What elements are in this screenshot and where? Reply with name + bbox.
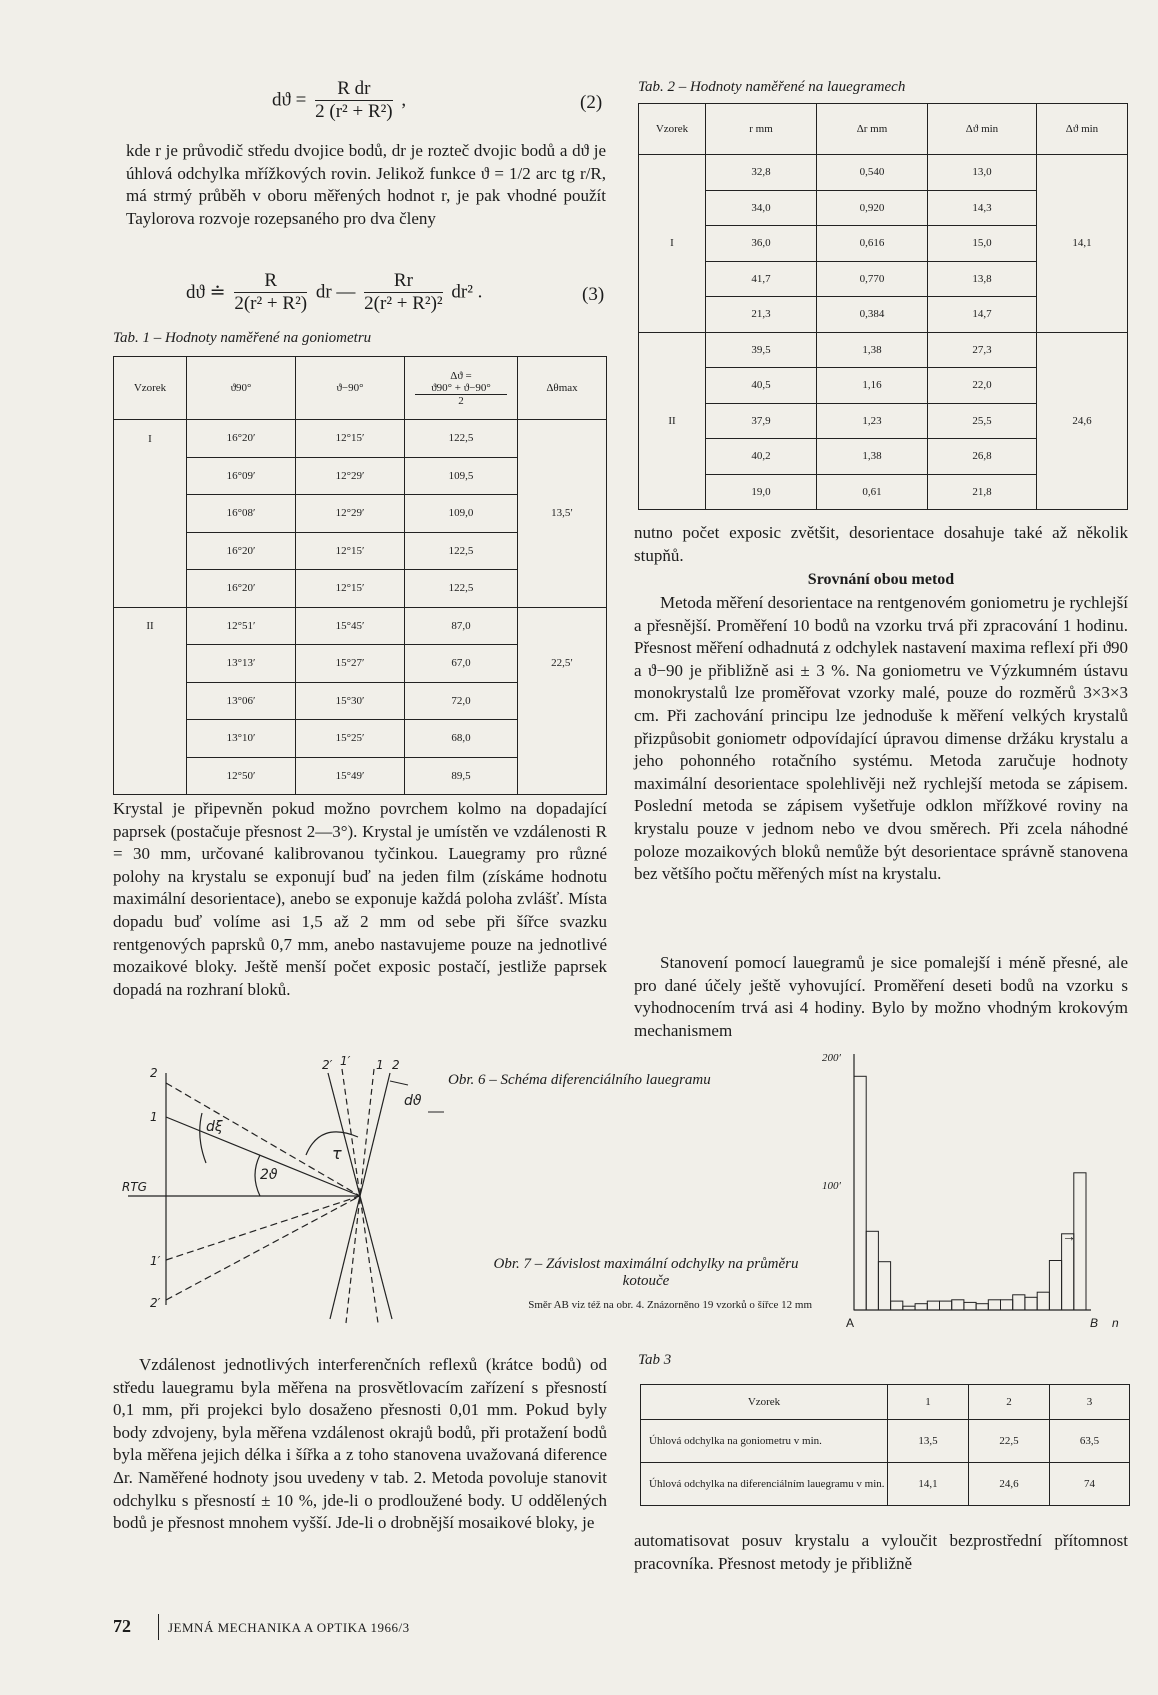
fig7-bar (1025, 1297, 1037, 1310)
table-row (114, 720, 607, 758)
tab2-group-cell (639, 190, 706, 226)
tab2-cell: 1,16 (817, 368, 928, 404)
tab2-caption: Tab. 2 – Hodnoty naměřené na lauegramech (638, 79, 906, 95)
tab1-max-cell (518, 457, 607, 495)
tab3-caption: Tab 3 (638, 1352, 672, 1368)
tab1-group-cell (114, 495, 187, 533)
fig7-y-tick-100: 100′ (822, 1180, 841, 1192)
fig7-bar (1049, 1261, 1061, 1311)
table-row (114, 757, 607, 795)
table-row (639, 403, 1128, 439)
tab3-row-label: Úhlová odchylka na diferenciálním lauegramu v min. (641, 1463, 888, 1506)
page-number: 72 (113, 1616, 131, 1636)
tab2-cell: 27,3 (928, 332, 1037, 368)
fig6-caption: Obr. 6 – Schéma diferenciálního lauegramu (448, 1072, 711, 1088)
eq3-den1: 2(r² + R²) (234, 293, 308, 314)
fig7-bar (1013, 1295, 1025, 1310)
tab1-cell: 89,5 (405, 757, 518, 795)
tab2-cell: 40,5 (706, 368, 817, 404)
fig7-chart (846, 1048, 1096, 1318)
tab2-max-cell (1037, 368, 1128, 404)
tab2-cell: 1,23 (817, 403, 928, 439)
tab1-cell: 15°30′ (296, 682, 405, 720)
tab2-cell: 0,61 (817, 474, 928, 510)
tab2-cell: 26,8 (928, 439, 1037, 475)
tab1-cell: 16°20′ (187, 570, 296, 608)
table-row (114, 645, 607, 683)
eq3-mid: dr — (315, 281, 356, 303)
tab2-cell: 14,3 (928, 190, 1037, 226)
tab2-h-dr: Δr mm (817, 104, 928, 155)
fig7-bar (927, 1301, 939, 1310)
tab3-h-1: 1 (888, 1385, 969, 1420)
fig7-bar (866, 1231, 878, 1310)
fig7-bar (1001, 1300, 1013, 1310)
tab1-caption: Tab. 1 – Hodnoty naměřené na goniometru (113, 330, 372, 346)
table-row (114, 457, 607, 495)
tab2-h-dtheta-max: Δϑ min (1037, 104, 1128, 155)
tab1-cell: 15°25′ (296, 720, 405, 758)
tab2-table (638, 103, 1128, 510)
fig6-label: 1′ (150, 1254, 161, 1268)
fig7-bar (988, 1300, 1000, 1310)
table-row (639, 368, 1128, 404)
table-row (114, 420, 607, 458)
tab1-group-cell (114, 457, 187, 495)
eq3-num1: R (234, 270, 307, 293)
tab2-cell: 0,540 (817, 155, 928, 191)
ray-1-prime (166, 1196, 360, 1260)
tab2-cell: 36,0 (706, 226, 817, 262)
fig6-label: 2′ (150, 1296, 161, 1310)
table-row (639, 155, 1128, 191)
tab2-max-cell (1037, 190, 1128, 226)
tab2-cell: 25,5 (928, 403, 1037, 439)
tab1-cell: 87,0 (405, 607, 518, 645)
tab2-max-cell (1037, 332, 1128, 368)
eq2-fraction (315, 78, 393, 123)
table-row (639, 332, 1128, 368)
tab1-cell: 109,0 (405, 495, 518, 533)
tab1-max-cell (518, 720, 607, 758)
tab1-cell: 13°06′ (187, 682, 296, 720)
table-row (114, 607, 607, 645)
tab1-cell: 12°29′ (296, 457, 405, 495)
ray-2-prime (166, 1196, 360, 1300)
journal-name: JEMNÁ MECHANIKA A OPTIKA 1966/3 (168, 1620, 410, 1635)
fig6-label: 1 (376, 1058, 384, 1072)
fig7-label-b: B (1090, 1316, 1099, 1330)
fig7-note: Směr AB viz též na obr. 4. Znázorněno 19 vzorků o šířce 12 mm (528, 1299, 812, 1311)
eq3-number: (3) (582, 284, 605, 305)
tab3-cell: 14,1 (888, 1463, 969, 1506)
tab2-group-cell (639, 155, 706, 191)
arrow-dtheta (390, 1081, 408, 1085)
tab2-cell: 37,9 (706, 403, 817, 439)
tab3-h-2: 2 (969, 1385, 1050, 1420)
fig6-label: 1′ (340, 1055, 351, 1068)
tab3-row-label: Úhlová odchylka na goniometru v min. (641, 1420, 888, 1463)
table-row (639, 190, 1128, 226)
eq3-num2: Rr (364, 270, 442, 293)
tab2-cell: 13,8 (928, 261, 1037, 297)
eq2-numerator: R dr (315, 78, 393, 101)
tab2-group-cell (639, 261, 706, 297)
tab2-header-row (639, 104, 1128, 155)
tab2-max-cell (1037, 474, 1128, 510)
left-paragraph-1: kde r je průvodič středu dvojice bodů, dr je rozteč dvojic bodů a dϑ je úhlová odchylka mřížkových rovin. Jelikož funkce ϑ = 1/2 arc tg r/R, má strmý průběh v oboru měřených hodnot r, je pak vhodné použít Taylorova rozvoje rozepsaného pro dva členy (126, 141, 606, 228)
tab3-header-row (641, 1385, 1130, 1420)
tab2-h-dtheta: Δϑ min (928, 104, 1037, 155)
tab2-group-cell (639, 439, 706, 475)
tab2-cell: 0,384 (817, 297, 928, 333)
tab2-cell: 0,920 (817, 190, 928, 226)
tab1-cell: 16°20′ (187, 420, 296, 458)
tab1-h-delta-num: ϑ90° + ϑ−90° (415, 382, 507, 395)
fig7-bar (854, 1076, 866, 1310)
equation-2 (272, 78, 612, 128)
tab2-group-i: I (639, 226, 706, 262)
tab1-cell: 16°08′ (187, 495, 296, 533)
tab2-max-i: 14,1 (1037, 226, 1128, 262)
tab1-header-row (114, 357, 607, 420)
tab1-cell: 109,5 (405, 457, 518, 495)
eq3-fraction-2 (364, 270, 442, 315)
left-paragraph-2: Krystal je připevněn pokud možno povrchem kolmo na dopadající paprsek (postačuje přesnost 2—3°). Krystal je umístěn ve vzdálenosti R = 30 mm, určované kalibrovanou tyčinkou. Lauegramy pro různé polohy na krystalu se exponují buď na jeden film (získáme hodnotu maximální desorientace), anebo se exponuje každá poloha zvlášť. Místa dopadu buď volíme asi 1,5 až 2 mm od sebe při šířce svazku rentgenových paprsků 0,7 mm, anebo nastavujeme pouze na jednotlivé mozaikové bloky. Ještě menší počet exposic postačí, jestliže paprsek dopadá na rozhraní bloků. (113, 799, 607, 999)
tab1-cell: 12°50′ (187, 757, 296, 795)
tab1-max-cell (518, 682, 607, 720)
tab3-h-vzorek: Vzorek (641, 1385, 888, 1420)
eq3-den2: 2(r² + R²)² (364, 293, 443, 314)
tab1-max-cell (518, 532, 607, 570)
tab2-cell: 21,8 (928, 474, 1037, 510)
eq2-denominator: 2 (r² + R²) (315, 101, 393, 122)
fig7-label-a: A (846, 1316, 855, 1330)
tab2-h-r: r mm (706, 104, 817, 155)
tab2-cell: 34,0 (706, 190, 817, 226)
eq3-lhs: dϑ ≐ (186, 282, 226, 303)
tab1-cell: 15°27′ (296, 645, 405, 683)
fig6-label: 2 (392, 1058, 400, 1072)
tab1-group-ii: II (114, 607, 187, 645)
tab1-group-cell (114, 757, 187, 795)
right-paragraph-1: nutno počet exposic zvětšit, desorientace dosahuje také až několik stupňů. (634, 523, 1128, 565)
equation-3 (186, 270, 606, 326)
tab2-max-cell (1037, 297, 1128, 333)
tab2-cell: 40,2 (706, 439, 817, 475)
tab2-max-cell (1037, 261, 1128, 297)
tab1-group-cell (114, 720, 187, 758)
eq2-number: (2) (580, 92, 603, 113)
fig7-bar (976, 1304, 988, 1310)
tab1-group-cell (114, 682, 187, 720)
table-row (641, 1420, 1130, 1463)
tab1-cell: 12°51′ (187, 607, 296, 645)
tab1-cell: 12°15′ (296, 532, 405, 570)
fig7-caption: Obr. 7 – Závislost maximální odchylky na průměru kotouče (493, 1256, 799, 1289)
fig7-arrow-icon: → (1062, 1230, 1076, 1245)
fig7-label-n: n (1112, 1316, 1119, 1330)
tab1-group-i: I (114, 420, 187, 458)
table-row (639, 439, 1128, 475)
table-row (639, 474, 1128, 510)
tab1-h-delta (405, 357, 518, 420)
tab2-cell: 14,7 (928, 297, 1037, 333)
fig6-label: 1 (150, 1110, 158, 1124)
tab1-max-ii: 22,5′ (518, 645, 607, 683)
tab3-cell: 74 (1050, 1463, 1130, 1506)
tab1-cell: 13°10′ (187, 720, 296, 758)
tab1-cell: 12°15′ (296, 420, 405, 458)
fig6-diagram (110, 1055, 450, 1325)
fig6-label: RTG (122, 1180, 147, 1194)
tab1-cell: 122,5 (405, 532, 518, 570)
tab2-max-cell (1037, 155, 1128, 191)
tab2-cell: 1,38 (817, 439, 928, 475)
fig7-bar (1037, 1292, 1049, 1310)
tab1-group-cell (114, 570, 187, 608)
tab2-group-ii: II (639, 403, 706, 439)
fig6-label: 2 (150, 1066, 158, 1080)
fig7-bar (964, 1302, 976, 1310)
tab1-cell: 12°15′ (296, 570, 405, 608)
fig6-label: dϑ (404, 1093, 422, 1109)
tab1-cell: 12°29′ (296, 495, 405, 533)
fig6-label: 2ϑ (260, 1167, 278, 1183)
table-row (114, 495, 607, 533)
bottom-right-paragraph: automatisovat posuv krystalu a vyloučit bezprostřední přítomnost pracovníka. Přesnost metody je přibližně (634, 1531, 1128, 1573)
tab3-cell: 22,5 (969, 1420, 1050, 1463)
tab1-cell: 16°20′ (187, 532, 296, 570)
tab3-h-3: 3 (1050, 1385, 1130, 1420)
tab3-table (640, 1384, 1130, 1506)
tab2-cell: 22,0 (928, 368, 1037, 404)
tab2-group-cell (639, 297, 706, 333)
tab1-cell: 15°49′ (296, 757, 405, 795)
tab3-cell: 24,6 (969, 1463, 1050, 1506)
right-paragraph-2: Metoda měření desorientace na rentgenovém goniometru je rychlejší a přesnější. Proměření 10 bodů na vzorku trvá při zpracování 1 hodinu. Přesnost měření odhadnutá z odchylek nastavení maxima reflexí při ϑ90 a ϑ−90 je přibližně asi ± 3 %. Na goniometru ve Výzkumném ústavu monokrystalů lze proměřovat vzorky malé, pouze do rozměrů 3×3×3 cm. Při zachování principu lze jednoduše k měření velkých krystalů přizpůsobit goniometr odpovídající úpravou dimense držáku krystalu a jeho pohonného rotačního systému. Metoda zaručuje hodnoty maximální desorientace spolehlivěji než rychlejší metoda se zápisem. Poslední metoda se zápisem vyšetřuje odklon mřížkové roviny na krystalu pouze v jednom nebo ve dvou směrech. Při zcela náhodné poloze mozaikových bloků nemůže být desorientace správně stanovena bez většího počtu měřených míst na krystalu. (634, 593, 1128, 884)
tab1-cell: 16°09′ (187, 457, 296, 495)
fig6-label: dξ (206, 1119, 223, 1135)
fig7-bar (915, 1304, 927, 1310)
tab1-cell: 67,0 (405, 645, 518, 683)
tab1-table (113, 356, 607, 795)
tab2-group-cell (639, 368, 706, 404)
tab1-cell: 122,5 (405, 420, 518, 458)
bottom-left-paragraph: Vzdálenost jednotlivých interferenčních reflexů (krátce bodů) od středu lauegramu byla měřena na prosvětlovacím zařízení s přesností 0,1 mm, při projekci bylo dosaženo přesnosti 0,01 mm. Pokud byly body zdvojeny, byla měřena vzdálenost okrajů bodů, při protažení bodů byla měřena jejich délka i šířka a z toho stanovena uvažovaná diference Δr. Naměřené hodnoty jsou uvedeny v tab. 2. Metoda povoluje stanovit odchylku s přesností ± 10 %, jde-li o prodloužené body. U oddělených bodů je přesnost mnohem vyšší. Jde-li o drobnější mosaikové bloky, je (113, 1355, 607, 1533)
fig7-bar (952, 1300, 964, 1310)
tab1-h-theta90: ϑ90° (187, 357, 296, 420)
tab1-h-delta-den: 2 (458, 394, 464, 407)
tab1-cell: 13°13′ (187, 645, 296, 683)
tab3-cell: 63,5 (1050, 1420, 1130, 1463)
tab1-max-cell (518, 757, 607, 795)
tab2-cell: 0,616 (817, 226, 928, 262)
tab1-cell: 15°45′ (296, 607, 405, 645)
tab1-cell: 122,5 (405, 570, 518, 608)
table-row (639, 297, 1128, 333)
table-row (639, 226, 1128, 262)
tab2-cell: 15,0 (928, 226, 1037, 262)
tab2-cell: 13,0 (928, 155, 1037, 191)
tab2-group-cell (639, 332, 706, 368)
fig7-bar (891, 1301, 903, 1310)
tab2-cell: 19,0 (706, 474, 817, 510)
right-paragraph-3: Stanovení pomocí lauegramů je sice pomalejší i méně přesné, ale pro dané účely ještě vyhovující. Proměření deseti bodů na vzorku s vyhodnocením trvá asi 4 hodiny. Bylo by možno vhodným krokovým mechanismem (634, 953, 1128, 1040)
eq3-tail: dr² . (451, 281, 483, 303)
tab2-h-vzorek: Vzorek (639, 104, 706, 155)
table-row (114, 532, 607, 570)
tab2-group-cell (639, 474, 706, 510)
tab2-cell: 21,3 (706, 297, 817, 333)
table-row (639, 261, 1128, 297)
tab2-max-cell (1037, 439, 1128, 475)
tab2-cell: 41,7 (706, 261, 817, 297)
tab3-cell: 13,5 (888, 1420, 969, 1463)
tab1-max-i: 13,5′ (518, 495, 607, 533)
eq3-fraction-1 (234, 270, 307, 315)
tab2-cell: 32,8 (706, 155, 817, 191)
tab1-group-cell (114, 645, 187, 683)
tab2-cell: 0,770 (817, 261, 928, 297)
footer-divider (158, 1614, 159, 1640)
tab1-cell: 68,0 (405, 720, 518, 758)
tab1-h-max: Δθmax (518, 357, 607, 420)
tab1-max-cell (518, 420, 607, 458)
eq2-trail: , (401, 89, 407, 111)
eq2-lhs: dϑ = (272, 89, 307, 111)
fig7-y-tick-200: 200′ (822, 1052, 841, 1064)
tab1-h-vzorek: Vzorek (114, 357, 187, 420)
table-row (114, 682, 607, 720)
tab1-h-delta-top: Δϑ = (450, 369, 472, 382)
tab2-max-ii: 24,6 (1037, 403, 1128, 439)
fig6-label: τ (332, 1144, 342, 1163)
tab2-cell: 1,38 (817, 332, 928, 368)
fig7-bar (878, 1262, 890, 1310)
section-title: Srovnání obou metod (807, 571, 955, 588)
table-row (641, 1463, 1130, 1506)
fig6-label: 2′ (322, 1058, 333, 1072)
tab1-h-theta-90: ϑ−90° (296, 357, 405, 420)
tab1-cell: 72,0 (405, 682, 518, 720)
tab1-max-cell (518, 570, 607, 608)
tab2-cell: 39,5 (706, 332, 817, 368)
tab1-max-cell (518, 607, 607, 645)
fig7-bar (940, 1301, 952, 1310)
ray-1 (166, 1117, 360, 1196)
table-row (114, 570, 607, 608)
tab1-group-cell (114, 532, 187, 570)
